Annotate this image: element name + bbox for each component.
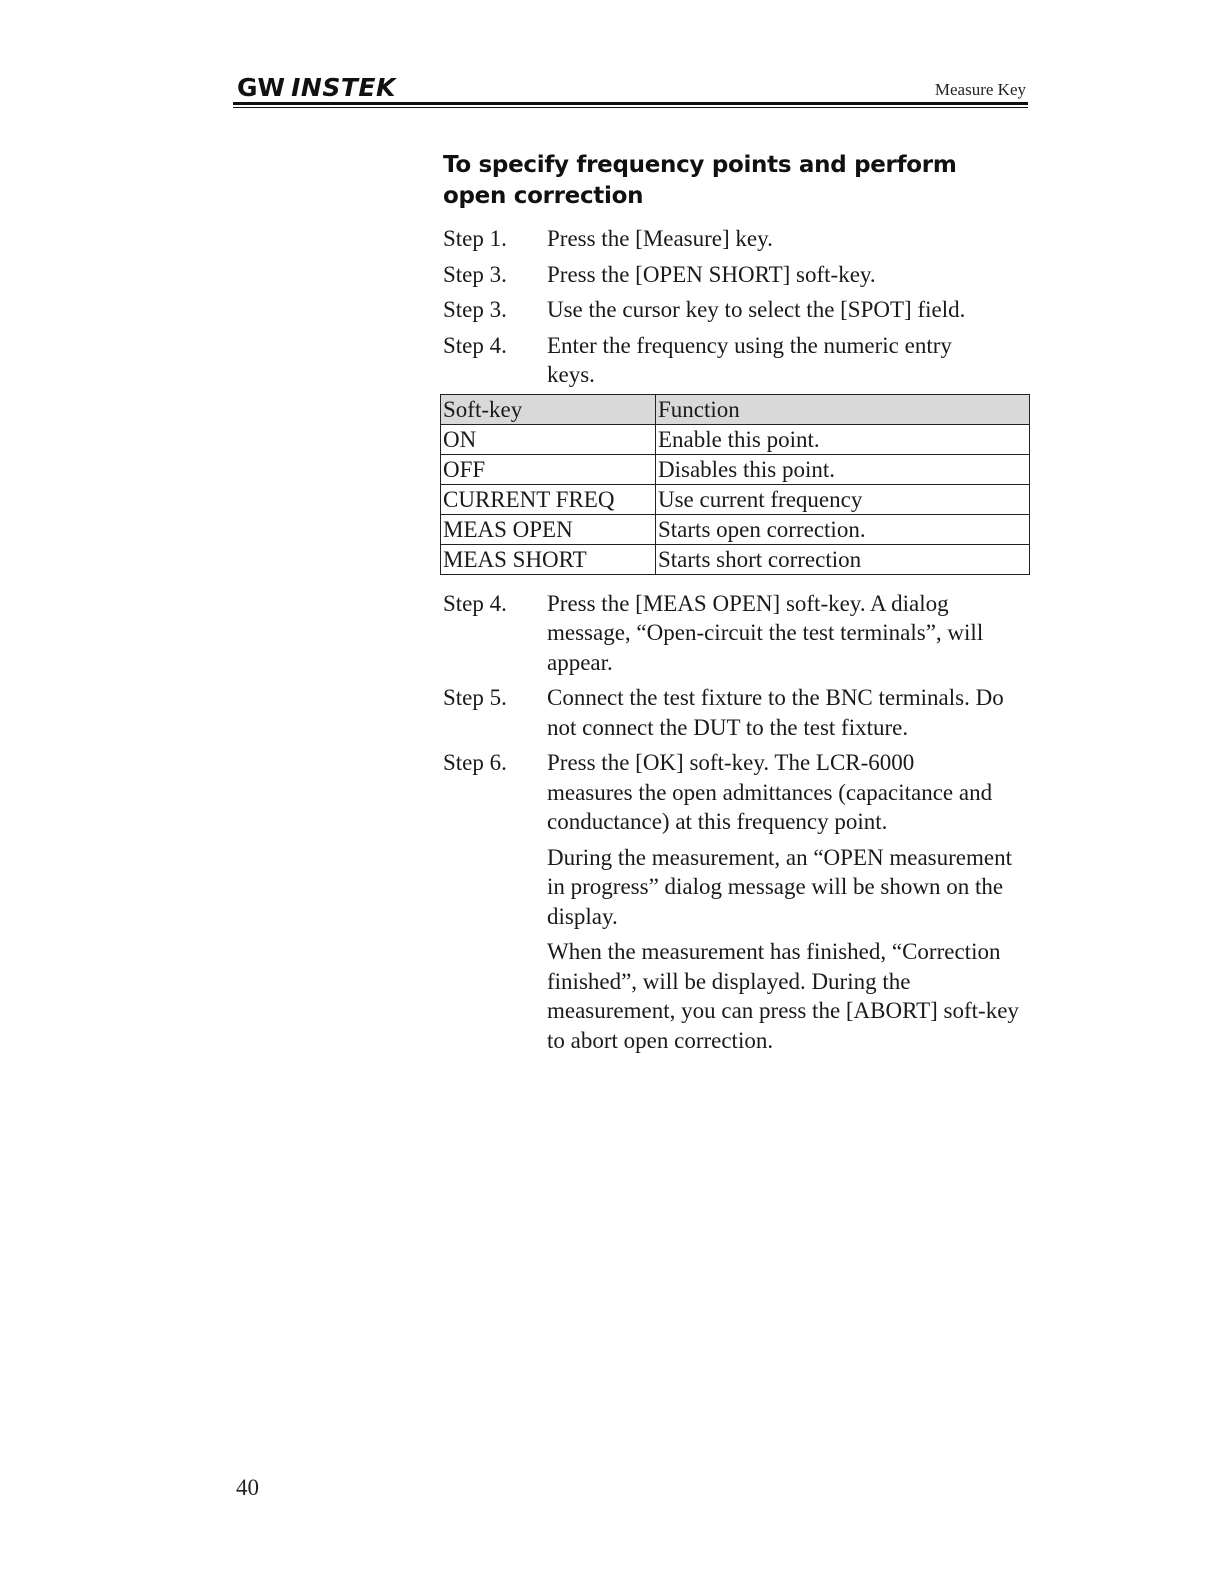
step-item: [443, 589, 1033, 678]
gw-instek-logo: [237, 74, 396, 102]
step-text: Press the [OK] soft-key. The LCR-6000 measures the open admittances (capacitance and conductance) at this frequency point.: [547, 750, 993, 834]
step-text: Press the [Measure] key.: [547, 226, 773, 251]
column-header: Function: [656, 394, 1030, 424]
header-rule-thick: [233, 102, 1028, 105]
main-content: [443, 150, 1033, 1061]
table-row: [441, 454, 1030, 484]
step-text: Press the [OPEN SHORT] soft-key.: [547, 261, 876, 287]
softkey-cell: ON: [441, 424, 656, 454]
step-item: [443, 683, 1033, 742]
page-number: 40: [236, 1475, 259, 1500]
step-text: Connect the test fixture to the BNC terminals. Do not connect the DUT to the test fixture.: [547, 685, 1004, 740]
step-item: [443, 295, 1033, 325]
function-cell: Enable this point.: [656, 424, 1030, 454]
step-label: Step 6.: [443, 750, 507, 775]
softkey-cell: OFF: [441, 454, 656, 484]
page-header: [233, 72, 1028, 110]
table-header-row: [441, 394, 1030, 424]
function-cell: Starts short correction: [656, 544, 1030, 574]
softkey-cell: CURRENT FREQ: [441, 484, 656, 514]
steps-before: [443, 224, 1033, 390]
table-row: [441, 514, 1030, 544]
step-note: During the measurement, an “OPEN measurement in progress” dialog message will be shown on the display.: [547, 844, 1012, 929]
step-label: Step 1.: [443, 226, 507, 251]
table-row: [441, 484, 1030, 514]
brand-prefix: GW: [237, 73, 286, 102]
step-label: Step 5.: [443, 685, 507, 710]
step-note: When the measurement has finished, “Correction finished”, will be displayed. During the measurement, you can press the [ABORT] soft-key to abort open correction.: [547, 939, 1019, 1053]
brand-name: INSTEK: [291, 73, 396, 102]
step-text: Use the cursor key to select the [SPOT] field.: [547, 297, 966, 322]
step-label: Step 4.: [443, 332, 507, 358]
step-text: Enter the frequency using the numeric entry keys.: [547, 332, 952, 387]
running-title: Measure Key: [934, 80, 1026, 99]
step-label: Step 4.: [443, 590, 507, 616]
step-item: [443, 224, 1033, 254]
step-item: [443, 331, 1033, 390]
step-item: [443, 260, 1033, 290]
step-label: Step 3.: [443, 261, 507, 287]
step-text: Press the [MEAS OPEN] soft-key. A dialog message, “Open-circuit the test terminals”, will appear.: [547, 590, 984, 675]
column-header: Soft-key: [441, 394, 656, 424]
step-label: Step 3.: [443, 297, 507, 322]
function-cell: Use current frequency: [656, 484, 1030, 514]
section-title: To specify frequency points and perform open correction: [443, 152, 957, 209]
softkey-table: [440, 394, 1030, 575]
steps-after: [443, 589, 1033, 1056]
softkey-cell: MEAS OPEN: [441, 514, 656, 544]
header-rule-thin: [233, 107, 1028, 108]
step-item: [443, 748, 1033, 837]
softkey-cell: MEAS SHORT: [441, 544, 656, 574]
table-row: [441, 544, 1030, 574]
table-row: [441, 424, 1030, 454]
function-cell: Starts open correction.: [656, 514, 1030, 544]
function-cell: Disables this point.: [656, 454, 1030, 484]
